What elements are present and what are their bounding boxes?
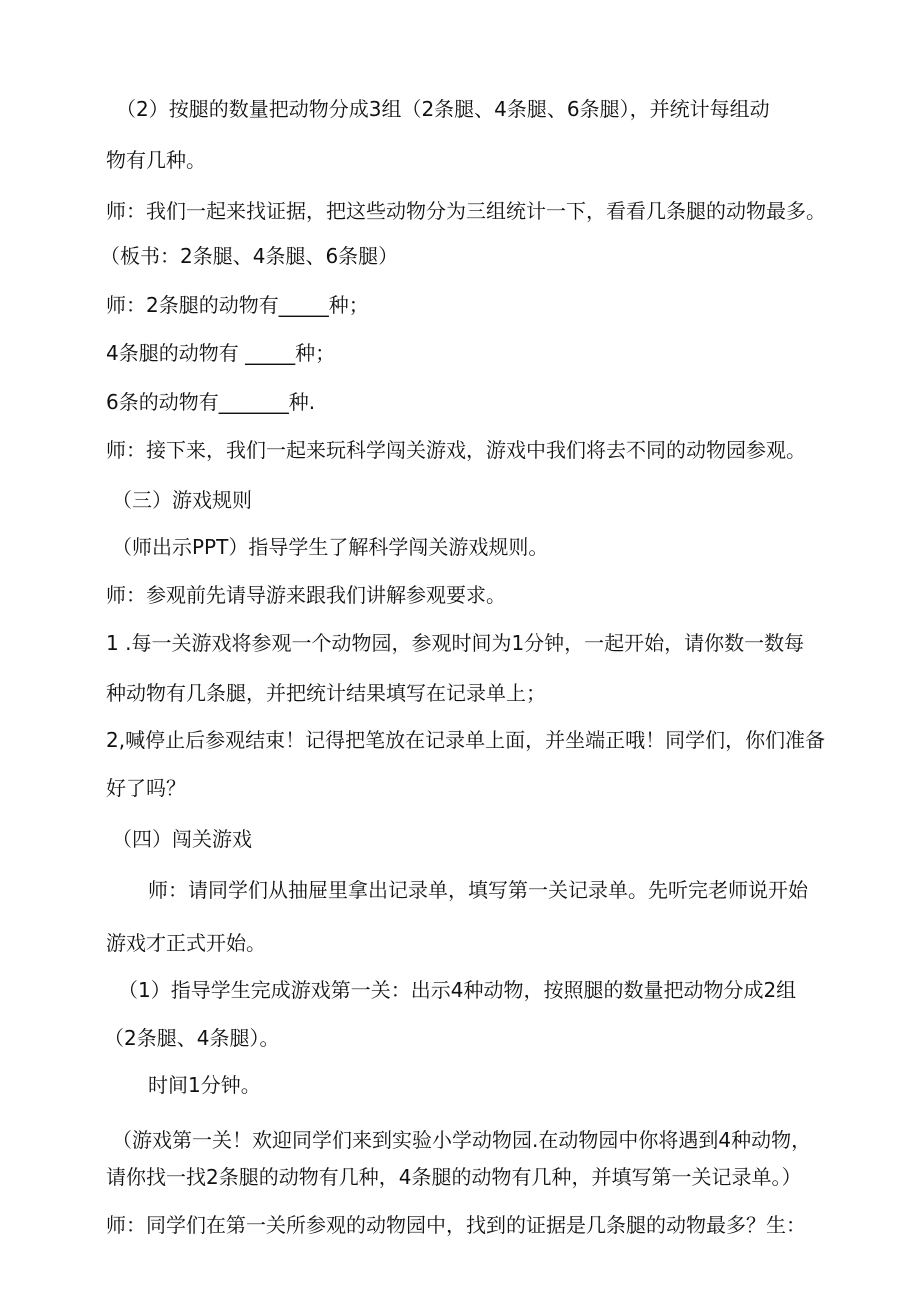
text-line: （1）指导学生完成游戏第一关：出示4种动物，按照腿的数量把动物分成2组	[118, 978, 797, 1002]
text-line: 师：2条腿的动物有_____种；	[106, 293, 369, 317]
text-line: 师：我们一起来找证据，把这些动物分为三组统计一下，看看几条腿的动物最多。	[106, 199, 826, 223]
text-line: 2,喊停止后参观结束！记得把笔放在记录单上面，并坐端正哦！同学们，你们准备	[106, 728, 826, 752]
text-line: （2）按腿的数量把动物分成3组（2条腿、4条腿、6条腿），并统计每组动	[116, 97, 770, 121]
section-heading: （四）闯关游戏	[112, 827, 252, 851]
text-line: （游戏第一关！欢迎同学们来到实验小学动物园.在动物园中你将遇到4种动物，	[112, 1128, 812, 1152]
text-line: 4条腿的动物有 _____种；	[106, 341, 336, 365]
text-line: 种动物有几条腿，并把统计结果填写在记录单上；	[106, 681, 546, 705]
text-line: 6条的动物有_______种.	[106, 390, 316, 414]
text-line: 游戏才正式开始。	[106, 931, 266, 955]
text-line: 师：接下来，我们一起来玩科学闯关游戏，游戏中我们将去不同的动物园参观。	[106, 438, 806, 462]
text-line: 好了吗？	[106, 776, 186, 800]
text-line: 师：参观前先请导游来跟我们讲解参观要求。	[106, 583, 506, 607]
section-heading: （三）游戏规则	[112, 488, 252, 512]
text-line: 1 .每一关游戏将参观一个动物园，参观时间为1分钟，一起开始，请你数一数每	[106, 631, 805, 655]
text-line: 请你找一找2条腿的动物有几种，4条腿的动物有几种，并填写第一关记录单。）	[106, 1165, 802, 1189]
text-line: （2条腿、4条腿）。	[104, 1026, 280, 1050]
text-line: 师：同学们在第一关所参观的动物园中，找到的证据是几条腿的动物最多？生：	[106, 1213, 806, 1237]
text-line: 时间1分钟。	[148, 1073, 261, 1097]
text-line: 物有几种。	[106, 148, 206, 172]
text-line: （师出示PPT）指导学生了解科学闯关游戏规则。	[112, 535, 549, 559]
text-line: （板书：2条腿、4条腿、6条腿）	[100, 244, 399, 268]
text-line: 师：请同学们从抽屉里拿出记录单，填写第一关记录单。先听完老师说开始	[148, 878, 808, 902]
